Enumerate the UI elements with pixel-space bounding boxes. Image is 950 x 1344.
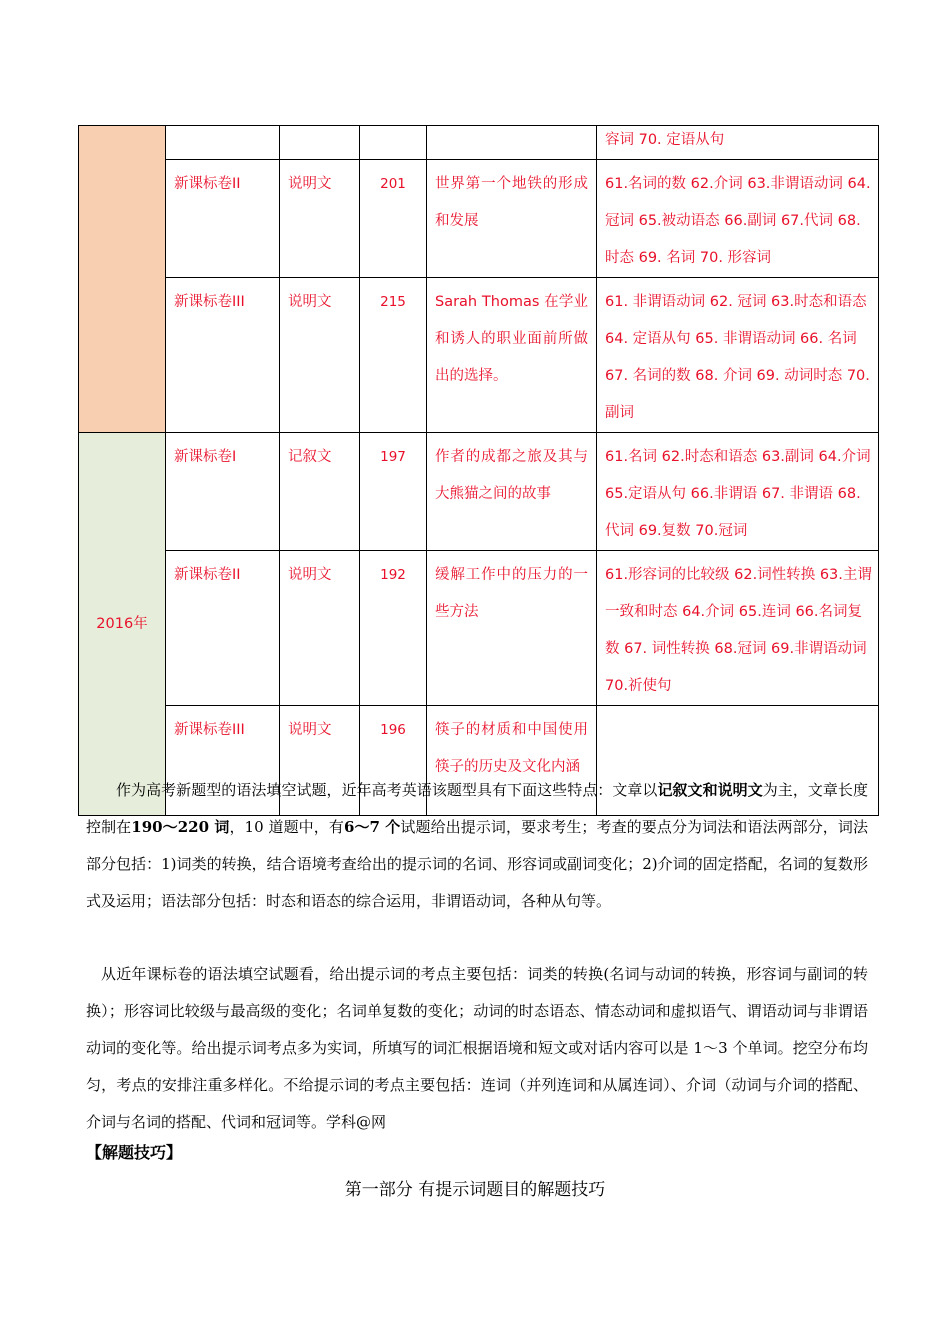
- points-cell: 容词 70. 定语从句: [597, 126, 879, 160]
- paper-cell: [166, 126, 280, 160]
- year-cell-2016: 2016年: [79, 433, 166, 816]
- paper-cell: 新课标卷III: [166, 278, 280, 433]
- points-cell: 61.名词的数 62.介词 63.非谓语动词 64.冠词 65.被动语态 66.副词 67.代词 68. 时态 69. 名词 70. 形容词: [597, 160, 879, 278]
- points-cell: 61. 非谓语动词 62. 冠词 63.时态和语态 64. 定语从句 65. 非谓语动词 66. 名词 67. 名词的数 68. 介词 69. 动词时态 70. 副词: [597, 278, 879, 433]
- table-row: [79, 278, 879, 433]
- words-cell: 201: [360, 160, 427, 278]
- words-cell: 215: [360, 278, 427, 433]
- topic-cell: 筷子的材质和中国使用筷子的历史及文化内涵: [427, 706, 597, 816]
- genre-cell: 记叙文: [280, 433, 360, 551]
- words-cell: 196: [360, 706, 427, 816]
- table-row: [79, 126, 879, 160]
- paper-cell: 新课标卷II: [166, 551, 280, 706]
- intro-paragraph: 作为高考新题型的语法填空试题，近年高考英语该题型具有下面这些特点：文章以记叙文和说明文为主，文章长度控制在190～220 词，10 道题中，有6～7 个试题给出提示词，要求考生；考查的要点分为词法和语法两部分，词法部分包括：1)词类的转换，结合语境考查给出的提示词的名词、形容词或副词变化；2)介词的固定搭配，名词的复数形式及运用；语法部分包括：时态和语态的综合运用，非谓语动词，各种从句等。: [86, 781, 868, 910]
- topic-cell: 世界第一个地铁的形成和发展: [427, 160, 597, 278]
- paper-cell: 新课标卷I: [166, 433, 280, 551]
- paper-cell: 新课标卷II: [166, 160, 280, 278]
- words-cell: [360, 126, 427, 160]
- table-row: [79, 160, 879, 278]
- topic-cell: 作者的成都之旅及其与大熊猫之间的故事: [427, 433, 597, 551]
- topic-cell: [427, 126, 597, 160]
- genre-cell: [280, 126, 360, 160]
- table-row: [79, 433, 879, 551]
- analysis-paragraph: 从近年课标卷的语法填空试题看，给出提示词的考点主要包括：词类的转换(名词与动词的转换，形容词与副词的转换）；形容词比较级与最高级的变化；名词单复数的变化；动词的时态语态、情态动词和虚拟语气、谓语动词与非谓语动词的变化等。给出提示词考点多为实词，所填写的词汇根据语境和短文或对话内容可以是 1～3 个单词。挖空分布均匀，考点的安排注重多样化。不给提示词的考点主要包括：连词（并列连词和从属连词）、介词（动词与介词的搭配、介词与名词的搭配、代词和冠词等。学科@网: [86, 965, 868, 1131]
- points-cell: 61.形容词的比较级 62.词性转换 63.主谓一致和时态 64.介词 65.连词 66.名词复数 67. 词性转换 68.冠词 69.非谓语动词 70.祈使句: [597, 551, 879, 706]
- section-title: 第一部分 有提示词题目的解题技巧: [344, 1180, 606, 1200]
- points-cell: 61.名词 62.时态和语态 63.副词 64.介词 65.定语从句 66.非谓语 67. 非谓语 68.代词 69.复数 70.冠词: [597, 433, 879, 551]
- table-row: [79, 551, 879, 706]
- year-cell-2015: [79, 126, 166, 433]
- words-cell: 197: [360, 433, 427, 551]
- topic-cell: Sarah Thomas 在学业和诱人的职业面前所做出的选择。: [427, 278, 597, 433]
- genre-cell: 说明文: [280, 160, 360, 278]
- exam-table: [78, 125, 879, 816]
- genre-cell: 说明文: [280, 278, 360, 433]
- genre-cell: 说明文: [280, 551, 360, 706]
- genre-cell: 说明文: [280, 706, 360, 816]
- words-cell: 192: [360, 551, 427, 706]
- paper-cell: 新课标卷III: [166, 706, 280, 816]
- topic-cell: 缓解工作中的压力的一些方法: [427, 551, 597, 706]
- tips-heading: 【解题技巧】: [86, 1143, 183, 1162]
